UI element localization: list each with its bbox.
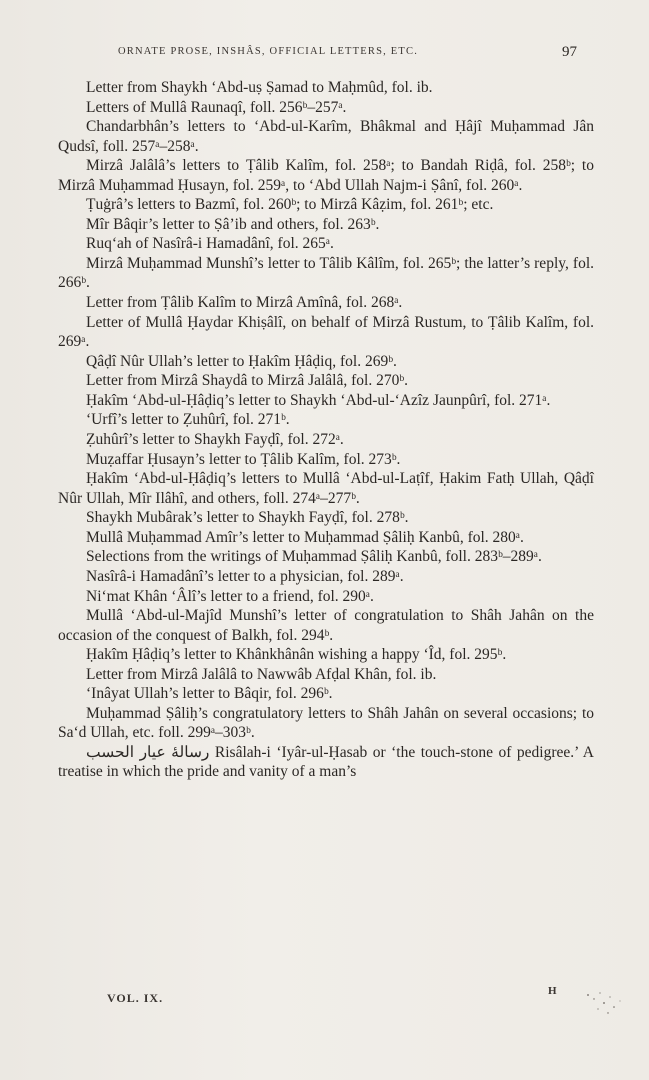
entry-18: Shaykh Mubârak’s letter to Shaykh Fayḍî, fol. 278ᵇ.: [86, 509, 409, 527]
entry-7: Ruq‘ah of Nasîrâ-i Hamadânî, fol. 265ᵃ.: [86, 235, 334, 253]
volume-label: VOL. IX.: [107, 991, 164, 1005]
entry-24: Ḥakîm Ḥâḍiq’s letter to Khânkhânân wishing a happy ‘Îd, fol. 295ᵇ.: [86, 646, 507, 664]
entry-10: Letter of Mullâ Ḥaydar Khiṣâlî, on behalf of Mirzâ Rustum, to Ṭâlib Kalîm, fol. 269ᵃ.: [58, 313, 594, 350]
entry-25: Letter from Mirzâ Jalâlâ to Nawwâb Afḍal Khân, fol. ib.: [86, 665, 437, 683]
entry-13: Ḥakîm ‘Abd-ul-Ḥâḍiq’s letter to Shaykh ‘Abd-ul-‘Azîz Jaunpûrî, fol. 271ᵃ.: [86, 391, 551, 409]
entry-4: Mirzâ Jalâlâ’s letters to Ṭâlib Kalîm, fol. 258ᵃ; to Bandah Riḍâ, fol. 258ᵇ; to Mirzâ Muḥammad Ḥusayn, fol. 259ᵃ, to ‘Abd Ullah Najm-i Ṣânî, fol. 260ᵃ.: [58, 157, 594, 194]
entry-28: رسالۀ عيار الحسب Risâlah-i ‘Iyâr-ul-Ḥasab or ‘the touch-stone of pedigree.’ A treatise in which the pride and vanity of a man’s: [58, 743, 594, 781]
entry-8: Mirzâ Muḥammad Munshî’s letter to Tâlib Kâlîm, fol. 265ᵇ; the latter’s reply, fol. 266ᵇ.: [58, 254, 594, 292]
page-header: [0, 44, 649, 66]
entry-11: Qâḍî Nûr Ullah’s letter to Ḥakîm Ḥâḍiq, fol. 269ᵇ.: [86, 352, 397, 370]
entry-26: ‘Inâyat Ullah’s letter to Bâqir, fol. 296ᵇ.: [86, 685, 333, 703]
entry-12: Letter from Mirzâ Shaydâ to Mirzâ Jalâlâ, fol. 270ᵇ.: [86, 372, 409, 390]
running-head: ORNATE PROSE, INSHÂS, OFFICIAL LETTERS, ETC.: [118, 46, 419, 57]
entry-6: Mîr Bâqir’s letter to Ṣâ’ib and others, fol. 263ᵇ.: [86, 215, 380, 233]
entry-17: Ḥakîm ‘Abd-ul-Ḥâḍiq’s letters to Mullâ ‘Abd-ul-Laṭîf, Ḥakim Fatḥ Ullah, Qâḍî Nûr Ullah, Mîr Ilâhî, and others, foll. 274ᵃ–277ᵇ.: [58, 470, 594, 507]
page-footer: [0, 985, 649, 1015]
entry-21: Nasîrâ-i Hamadânî’s letter to a physician, fol. 289ᵃ.: [86, 567, 404, 585]
entry-1: Letter from Shaykh ‘Abd-uṣ Ṣamad to Maḥmûd, fol. ib.: [86, 79, 433, 96]
entry-2: Letters of Mullâ Raunaqî, foll. 256ᵇ–257ᵃ.: [86, 98, 347, 116]
paper-specks: [580, 985, 630, 1025]
entry-27: Muḥammad Ṣâliḥ’s congratulatory letters to Shâh Jahân on several occasions; to Sa‘d Ullah, etc. foll. 299ᵃ–303ᵇ.: [58, 704, 594, 742]
page-number: 97: [562, 44, 577, 60]
entry-19: Mullâ Muḥammad Amîr’s letter to Muḥammad Ṣâliḥ Kanbû, fol. 280ᵃ.: [86, 528, 524, 546]
entry-22: Ni‘mat Khân ‘Âlî’s letter to a friend, fol. 290ᵃ.: [86, 587, 374, 605]
entry-9: Letter from Ṭâlib Kalîm to Mirzâ Amînâ, fol. 268ᵃ.: [86, 293, 403, 311]
entry-16: Muẓaffar Ḥusayn’s letter to Ṭâlib Kalîm, fol. 273ᵇ.: [86, 450, 401, 468]
catalogue-text: [58, 78, 594, 782]
entry-20: Selections from the writings of Muḥammad Ṣâliḥ Kanbû, foll. 283ᵇ–289ᵃ.: [86, 548, 542, 566]
signature-mark: H: [548, 985, 557, 997]
entry-14: ‘Urfî’s letter to Ẓuhûrî, fol. 271ᵇ.: [86, 411, 290, 429]
entry-15: Ẓuhûrî’s letter to Shaykh Fayḍî, fol. 272ᵃ.: [86, 430, 344, 448]
entry-5: Ṭuġrâ’s letters to Bazmî, fol. 260ᵇ; to Mirzâ Kâẓim, fol. 261ᵇ; etc.: [86, 196, 494, 214]
entry-3: Chandarbhân’s letters to ‘Abd-ul-Karîm, Bhâkmal and Ḥâjî Muḥammad Jân Qudsî, foll. 257ᵃ–258ᵃ.: [58, 118, 594, 155]
entry-23: Mullâ ‘Abd-ul-Majîd Munshî’s letter of congratulation to Shâh Jahân on the occasion of the conquest of Balkh, fol. 294ᵇ.: [58, 607, 594, 644]
